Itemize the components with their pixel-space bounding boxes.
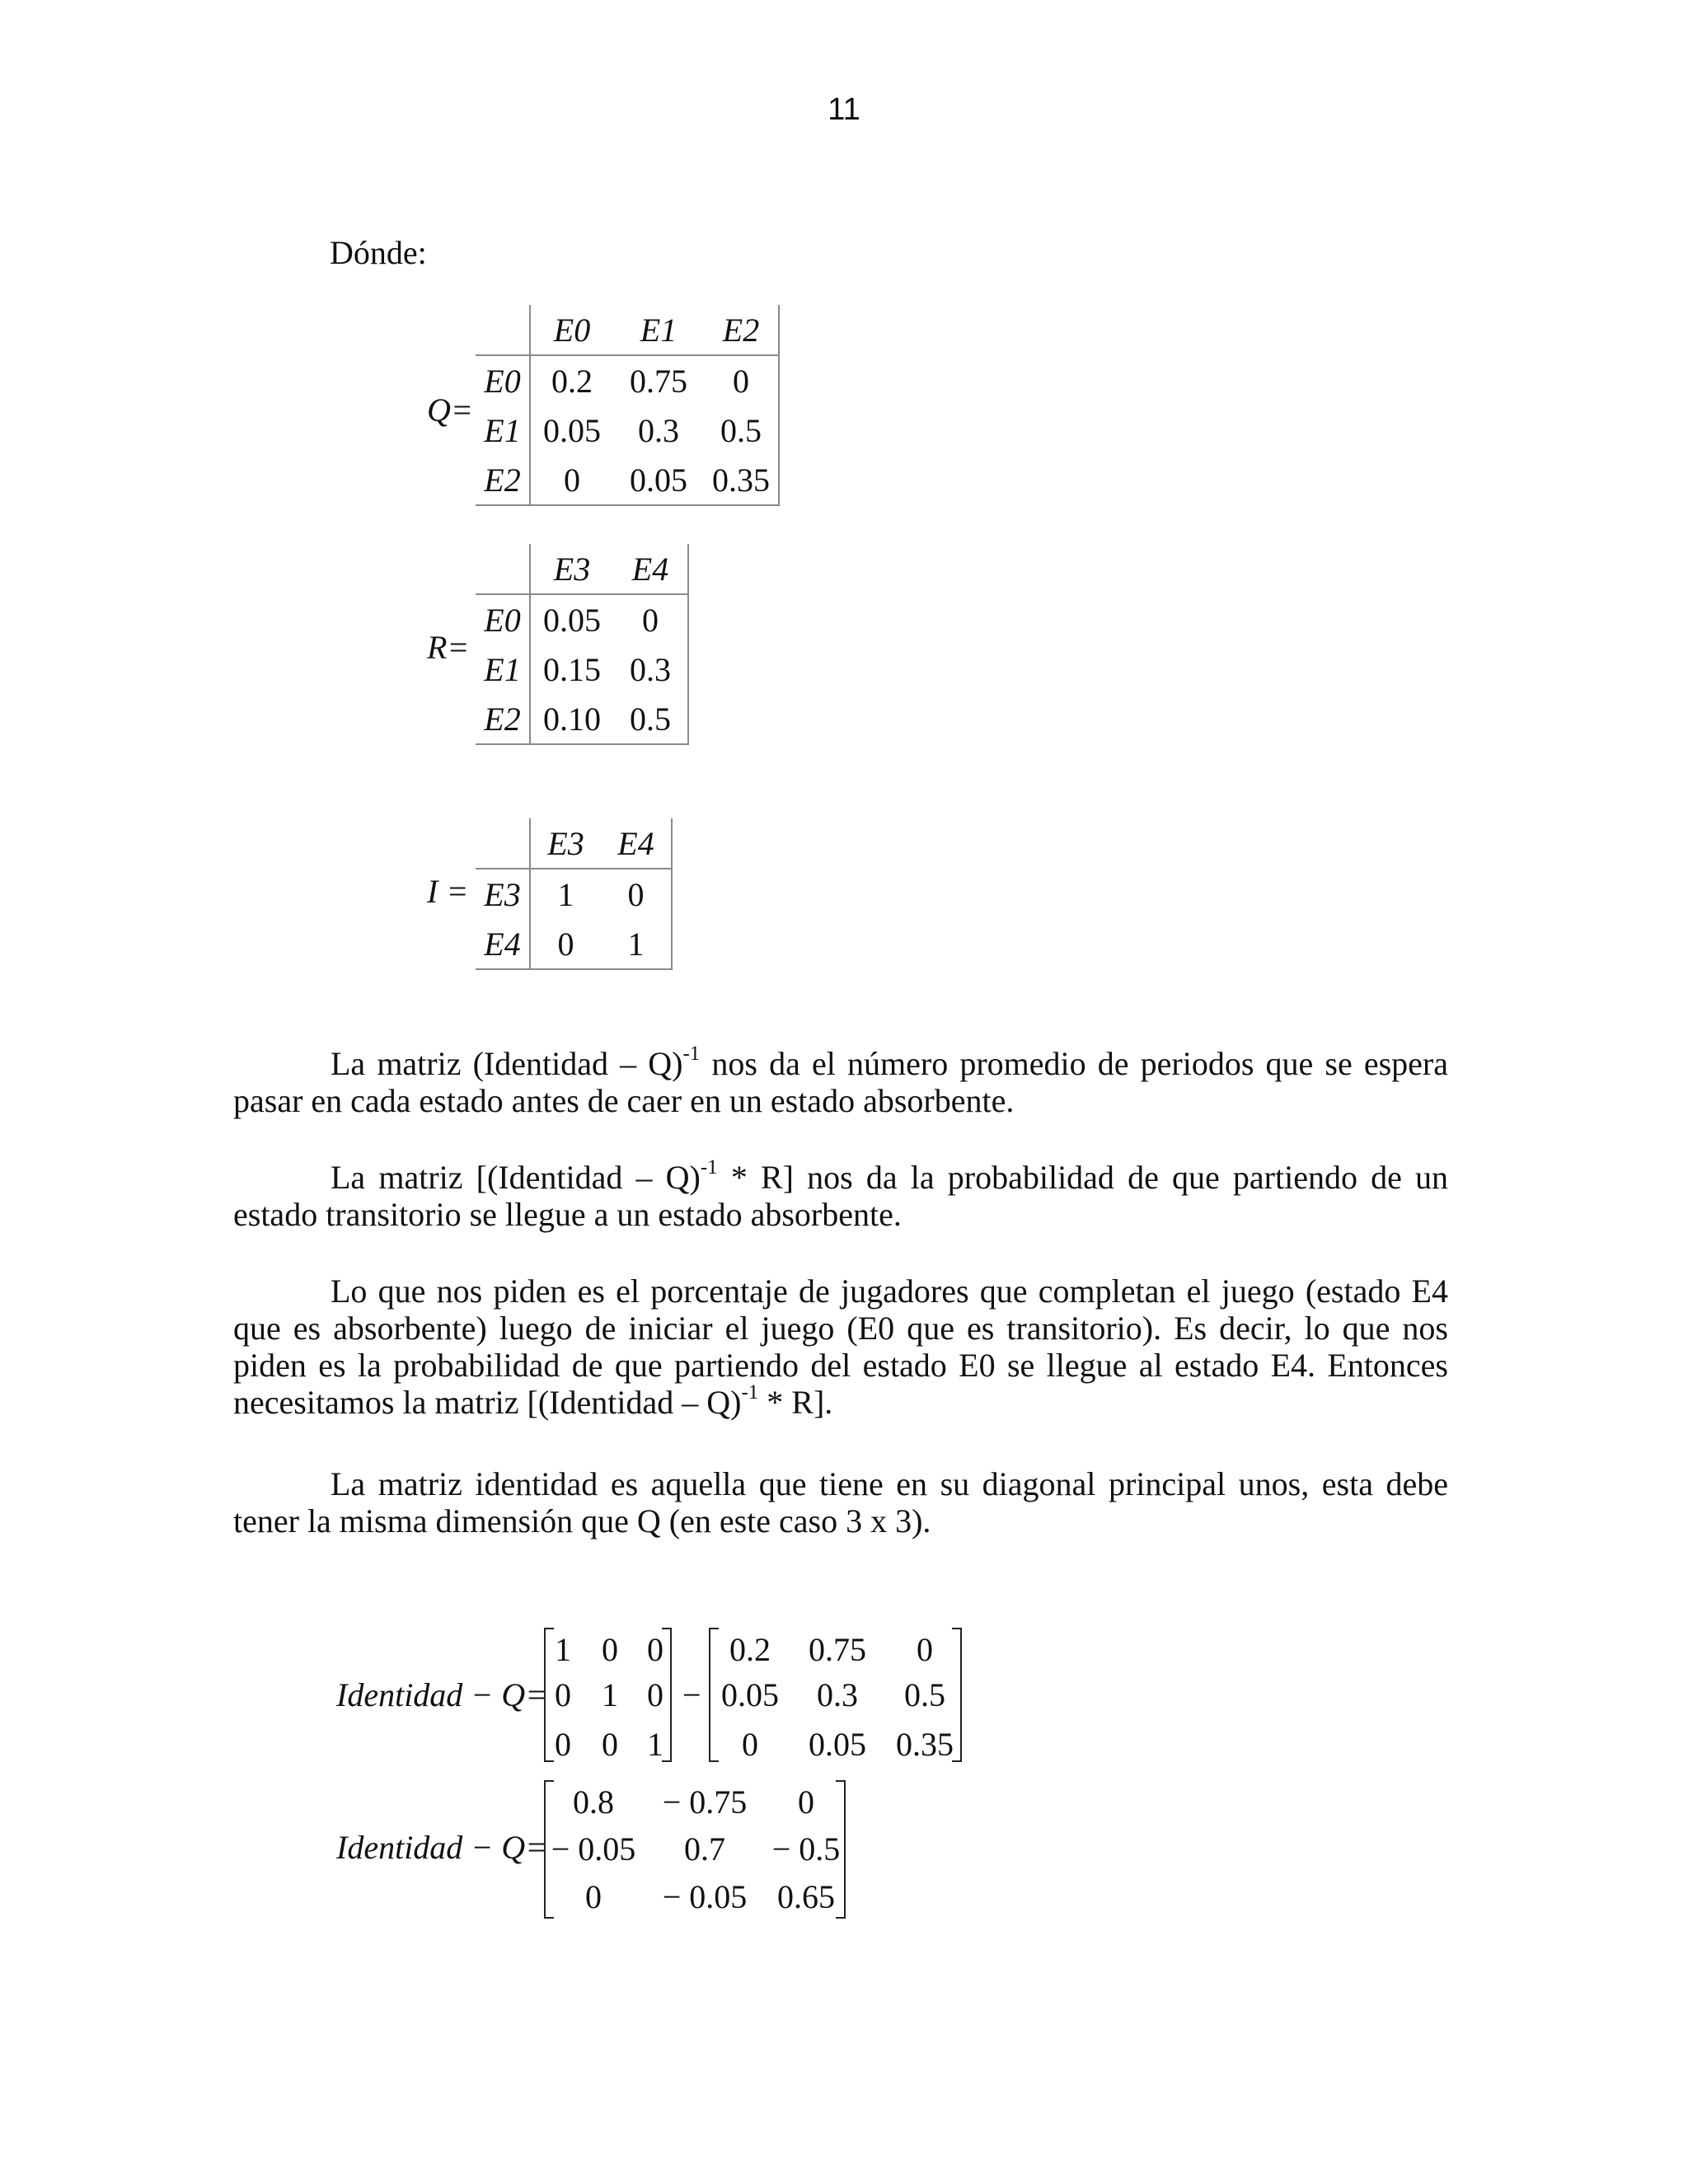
q-corner [476, 305, 530, 355]
paragraph-text: La matriz [(Identidad – Q) [331, 1159, 701, 1196]
result-cell: 0.8 [573, 1783, 614, 1821]
result-cell: 0.65 [777, 1878, 835, 1915]
q-eq-cell: 0.75 [809, 1631, 866, 1668]
q-eq-cell: 0 [742, 1726, 758, 1763]
identity-cell: 0 [647, 1631, 663, 1668]
q-row-header: E0 [476, 355, 530, 405]
identity-cell: 0 [555, 1676, 571, 1713]
r-cell: 0.10 [530, 694, 613, 744]
r-col-header: E4 [613, 544, 688, 594]
q-row-header: E2 [476, 455, 530, 505]
paragraph-inverse [233, 1042, 1449, 1119]
result-cell: − 0.5 [771, 1830, 841, 1868]
superscript: -1 [700, 1155, 718, 1179]
minus-operator: − [682, 1676, 701, 1713]
paragraph-text: * R]. [758, 1384, 833, 1421]
q-row [476, 405, 779, 455]
paragraph-objective [233, 1272, 1448, 1421]
result-cell: − 0.05 [551, 1830, 636, 1868]
r-row-header: E1 [476, 644, 530, 694]
superscript: -1 [741, 1380, 759, 1404]
r-cell: 0 [613, 594, 688, 644]
i-cell: 1 [557, 875, 574, 913]
q-eq-cell: 0.05 [721, 1676, 779, 1713]
i-matrix-label: I = [427, 873, 469, 910]
i-col-header: E3 [530, 818, 601, 869]
r-cell: 0.5 [613, 694, 688, 744]
result-cell: 0.7 [684, 1830, 725, 1868]
paragraph-text: nos da el número promedio de periodos que se espera pasar en cada estado antes de caer en un estado absorbente. [233, 1045, 1449, 1119]
r-cell: 0.15 [543, 650, 601, 688]
q-cell: 0.35 [704, 455, 779, 505]
q-row [476, 355, 779, 405]
r-matrix-label: R= [427, 629, 470, 666]
result-cell: − 0.75 [662, 1783, 748, 1821]
identity-cell: 1 [602, 1676, 618, 1713]
r-cell: 0.05 [543, 601, 601, 639]
q-col-header: E2 [704, 305, 779, 355]
identity-cell: 0 [602, 1726, 618, 1763]
q-eq-cell: 0.2 [729, 1631, 771, 1668]
paragraph-product [233, 1155, 1448, 1233]
q-row [476, 455, 779, 505]
r-row-header: E2 [476, 694, 530, 744]
i-col-header: E4 [601, 818, 672, 869]
identity-cell: 0 [555, 1726, 571, 1763]
identity-cell: 0 [647, 1676, 663, 1713]
q-matrix-label: Q= [427, 391, 473, 429]
i-row [476, 869, 672, 919]
q-cell: 0.5 [704, 405, 779, 455]
equation2-label: Identidad − Q= [336, 1829, 548, 1866]
r-row [476, 594, 688, 644]
superscript: -1 [682, 1042, 701, 1065]
q-eq-cell: 0 [917, 1631, 933, 1668]
i-cell: 0 [530, 919, 601, 969]
q-cell: 0.75 [630, 362, 687, 400]
paragraph-text: Lo que nos piden es el porcentaje de jugadores que completan el juego (estado E4 que es absorbente) luego de iniciar el juego (E0 que es transitorio). Es decir, lo que nos piden es la probabilidad de que partiendo del estado E0 se llegue al estado E4. Entonces necesitamos la matriz [(Identidad – Q) [233, 1272, 1448, 1421]
q-cell: 0.05 [543, 411, 601, 449]
identity-cell: 1 [555, 1631, 571, 1668]
i-cell: 0 [601, 869, 672, 919]
paragraph-identity: La matriz identidad es aquella que tiene en su diagonal principal unos, esta debe tener la misma dimensión que Q (en este caso 3 x 3). [233, 1465, 1448, 1540]
i-row [476, 919, 672, 969]
result-cell: 0 [798, 1783, 814, 1821]
r-corner [476, 544, 530, 594]
q-eq-cell: 0.05 [809, 1726, 866, 1763]
q-state-table [476, 305, 780, 506]
paragraph-text: * R] nos da la probabilidad de que partiendo de un estado transitorio se llegue a un estado absorbente. [233, 1159, 1448, 1233]
paragraph-text: La matriz (Identidad – Q) [331, 1045, 683, 1082]
q-cell: 0.2 [551, 362, 593, 400]
q-eq-cell: 0.35 [896, 1726, 954, 1763]
q-cell: 0 [704, 355, 779, 405]
result-cell: − 0.05 [662, 1878, 748, 1915]
q-eq-cell: 0.5 [904, 1676, 945, 1713]
i-cell: 1 [601, 919, 672, 969]
q-row-header: E1 [476, 405, 530, 455]
r-row [476, 644, 688, 694]
i-state-table [476, 818, 673, 970]
identity-cell: 0 [602, 1631, 618, 1668]
q-col-header: E1 [613, 305, 704, 355]
r-row [476, 694, 688, 744]
equation1-label: Identidad − Q= [336, 1676, 548, 1713]
i-row-header: E4 [476, 919, 530, 969]
r-cell: 0.3 [613, 644, 688, 694]
r-col-header: E3 [530, 544, 613, 594]
q-cell: 0.05 [613, 455, 704, 505]
q-eq-cell: 0.3 [817, 1676, 858, 1713]
r-state-table [476, 544, 689, 745]
page-number: 11 [828, 92, 860, 127]
r-row-header: E0 [476, 594, 530, 644]
i-row-header: E3 [476, 869, 530, 919]
donde-heading: Dónde: [330, 234, 427, 271]
i-corner [476, 818, 530, 869]
result-cell: 0 [585, 1878, 602, 1915]
q-cell: 0.3 [638, 411, 679, 449]
q-col-header: E0 [530, 305, 613, 355]
identity-cell: 1 [647, 1726, 663, 1763]
q-cell: 0 [530, 455, 613, 505]
